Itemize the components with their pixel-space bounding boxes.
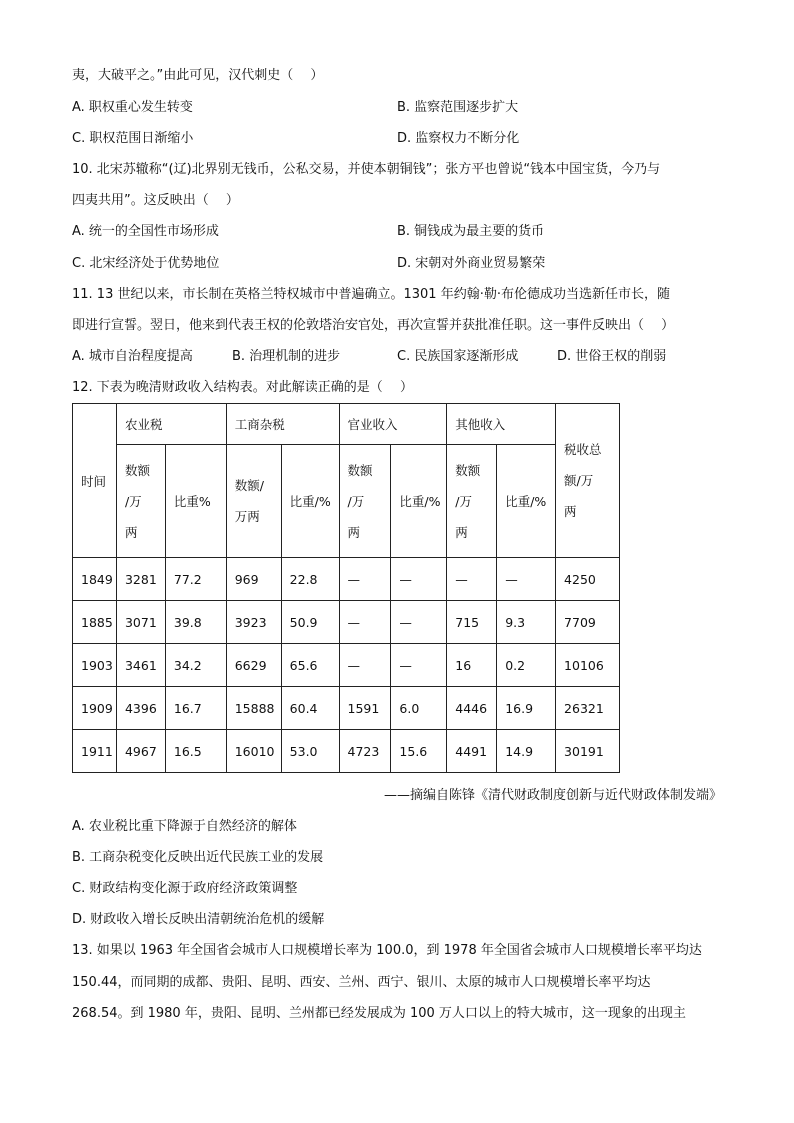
q13-stem-line-1: 13. 如果以 1963 年全国省会城市人口规模增长率为 100.0，到 1978 年全国省会城市人口规模增长率平均达 (72, 943, 702, 958)
table-cell: 1903 (73, 644, 117, 687)
table-cell: 9.3 (497, 601, 556, 644)
table-header-row-1 (73, 404, 620, 445)
q10-option-b[interactable]: B. 铜钱成为最主要的货币 (397, 224, 545, 239)
table-cell: — (497, 558, 556, 601)
table-cell: 6629 (226, 644, 281, 687)
table-source: ——摘编自陈锋《清代财政制度创新与近代财政体制发端》 (383, 788, 722, 803)
table-cell: 16 (447, 644, 497, 687)
table-row (73, 730, 620, 773)
q9-option-a[interactable]: A. 职权重心发生转变 (72, 100, 193, 115)
q10-option-a[interactable]: A. 统一的全国性市场形成 (72, 224, 219, 239)
table-cell: 969 (226, 558, 281, 601)
table-cell: 6.0 (391, 687, 447, 730)
q9-option-c[interactable]: C. 职权范围日渐缩小 (72, 131, 194, 146)
table-cell: 65.6 (281, 644, 339, 687)
fiscal-revenue-table (72, 403, 620, 773)
table-cell: 30191 (556, 730, 620, 773)
table-cell: 10106 (556, 644, 620, 687)
table-cell: — (391, 601, 447, 644)
ratio-header-commerce: 比重/% (281, 445, 339, 558)
table-cell: 22.8 (281, 558, 339, 601)
table-cell: 53.0 (281, 730, 339, 773)
table-cell: — (391, 558, 447, 601)
table-cell: — (339, 644, 391, 687)
table-cell: 15888 (226, 687, 281, 730)
group-header-other: 其他收入 (447, 404, 556, 445)
group-header-agriculture: 农业税 (116, 404, 226, 445)
q9-options-row-1 (72, 98, 732, 118)
table-cell: 39.8 (165, 601, 226, 644)
table-cell: 4491 (447, 730, 497, 773)
table-cell: — (391, 644, 447, 687)
q9-option-d[interactable]: D. 监察权力不断分化 (397, 131, 520, 146)
table-cell: 0.2 (497, 644, 556, 687)
table-cell: 3461 (116, 644, 165, 687)
table-cell: 4723 (339, 730, 391, 773)
table-cell: 60.4 (281, 687, 339, 730)
total-header: 税收总 额/万 两 (556, 404, 620, 558)
table-cell: 4446 (447, 687, 497, 730)
table-row (73, 601, 620, 644)
amount-header-other: 数额 /万 两 (447, 445, 497, 558)
ratio-header-other: 比重/% (497, 445, 556, 558)
amount-header-agriculture: 数额 /万 两 (116, 445, 165, 558)
q9-option-b[interactable]: B. 监察范围逐步扩大 (397, 100, 519, 115)
table-cell: 1909 (73, 687, 117, 730)
table-row (73, 687, 620, 730)
q11-option-c[interactable]: C. 民族国家逐渐形成 (397, 349, 519, 364)
table-cell: 1911 (73, 730, 117, 773)
table-row (73, 644, 620, 687)
table-cell: 715 (447, 601, 497, 644)
table-cell: 4396 (116, 687, 165, 730)
table-header-row-2 (73, 445, 620, 558)
table-cell: 26321 (556, 687, 620, 730)
table-cell: 16.5 (165, 730, 226, 773)
q10-option-c[interactable]: C. 北宋经济处于优势地位 (72, 256, 220, 271)
q9-options-row-2 (72, 129, 732, 149)
table-cell: 7709 (556, 601, 620, 644)
q10-stem-line-1: 10. 北宋苏辙称“(辽)北界别无钱币，公私交易，并使本朝铜钱”；张方平也曾说“钱本中国宝货，今乃与 (72, 162, 661, 177)
q10-option-d[interactable]: D. 宋朝对外商业贸易繁荣 (397, 256, 546, 271)
q12-option-b[interactable]: B. 工商杂税变化反映出近代民族工业的发展 (72, 850, 324, 865)
table-cell: 3923 (226, 601, 281, 644)
table-cell: 4967 (116, 730, 165, 773)
ratio-header-official: 比重/% (391, 445, 447, 558)
q11-option-a[interactable]: A. 城市自治程度提高 (72, 349, 193, 364)
q10-stem-line-2: 四夷共用”。这反映出（ ） (72, 193, 239, 208)
q12-option-a[interactable]: A. 农业税比重下降源于自然经济的解体 (72, 819, 297, 834)
time-header: 时间 (73, 404, 117, 558)
q9-stem-tail: 夷，大破平之。”由此可见，汉代刺史（ ） (72, 68, 324, 83)
table-cell: 1885 (73, 601, 117, 644)
table-cell: 34.2 (165, 644, 226, 687)
table-cell: 1849 (73, 558, 117, 601)
q11-stem-line-2: 即进行宣誓。翌日，他来到代表王权的伦敦塔治安官处，再次宣誓并获批准任职。这一事件反映出（ ） (72, 318, 675, 333)
table-cell: 1591 (339, 687, 391, 730)
q12-stem: 12. 下表为晚清财政收入结构表。对此解读正确的是（ ） (72, 380, 413, 395)
q13-stem-line-3: 268.54。到 1980 年，贵阳、昆明、兰州都已经发展成为 100 万人口以上的特大城市，这一现象的出现主 (72, 1006, 686, 1021)
table-cell: 3281 (116, 558, 165, 601)
q11-option-d[interactable]: D. 世俗王权的削弱 (557, 349, 667, 364)
table-cell: 14.9 (497, 730, 556, 773)
ratio-header-agriculture: 比重% (165, 445, 226, 558)
table-cell: — (339, 558, 391, 601)
table-cell: 16.9 (497, 687, 556, 730)
q11-options-row (72, 347, 732, 367)
q11-stem-line-1: 11. 13 世纪以来，市长制在英格兰特权城市中普遍确立。1301 年约翰·勒·布伦德成功当选新任市长，随 (72, 287, 670, 302)
q10-options-row-2 (72, 254, 732, 274)
table-cell: — (339, 601, 391, 644)
table-cell: 16.7 (165, 687, 226, 730)
q12-option-c[interactable]: C. 财政结构变化源于政府经济政策调整 (72, 881, 298, 896)
amount-header-commerce: 数额/ 万两 (226, 445, 281, 558)
q11-option-b[interactable]: B. 治理机制的进步 (232, 349, 341, 364)
table-cell: — (447, 558, 497, 601)
group-header-commerce: 工商杂税 (226, 404, 339, 445)
table-cell: 15.6 (391, 730, 447, 773)
group-header-official: 官业收入 (339, 404, 447, 445)
table-cell: 3071 (116, 601, 165, 644)
q13-stem-line-2: 150.44，而同期的成都、贵阳、昆明、西安、兰州、西宁、银川、太原的城市人口规模增长率平均达 (72, 975, 651, 990)
table-row (73, 558, 620, 601)
q12-option-d[interactable]: D. 财政收入增长反映出清朝统治危机的缓解 (72, 912, 325, 927)
q10-options-row-1 (72, 222, 732, 242)
table-cell: 50.9 (281, 601, 339, 644)
table-cell: 4250 (556, 558, 620, 601)
table-cell: 16010 (226, 730, 281, 773)
amount-header-official: 数额 /万 两 (339, 445, 391, 558)
table-body (73, 558, 620, 773)
table-cell: 77.2 (165, 558, 226, 601)
